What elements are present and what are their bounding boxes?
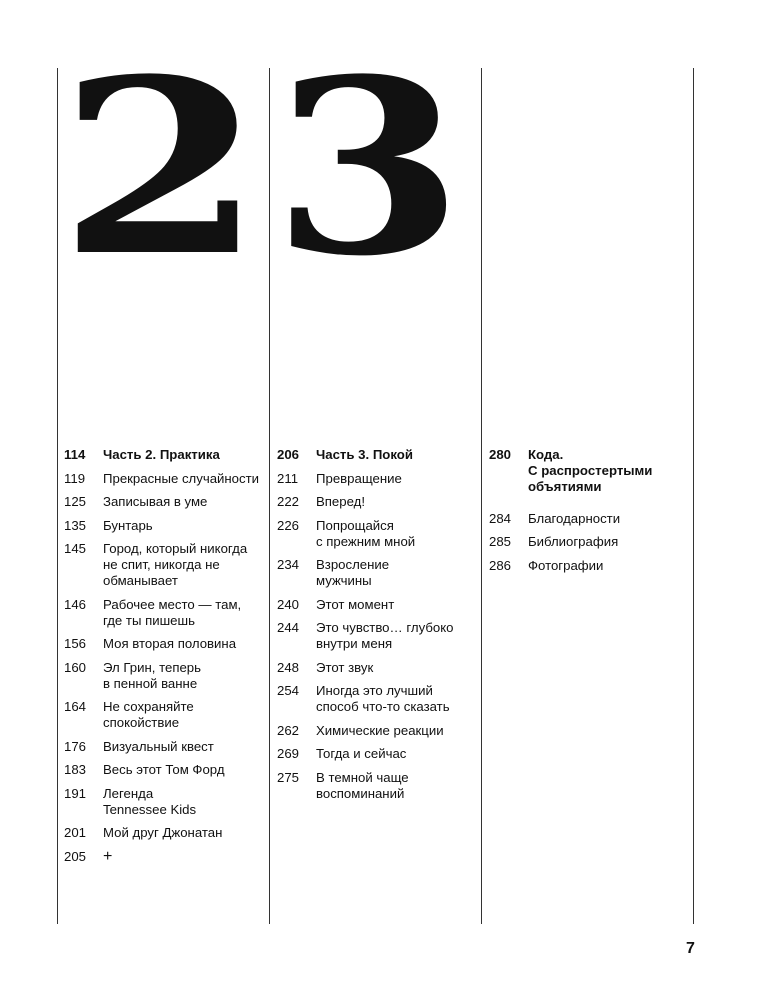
toc-entry[interactable] [64, 471, 264, 495]
toc-page-number: 285 [489, 534, 512, 549]
toc-entry[interactable] [64, 597, 264, 637]
toc-entry[interactable] [277, 494, 477, 518]
toc-column-part-3 [277, 447, 477, 809]
toc-page-number: 145 [64, 541, 87, 556]
toc-entry[interactable] [489, 511, 689, 535]
toc-title: Не сохраняйте спокойствие [103, 699, 194, 730]
toc-page-number: 191 [64, 785, 87, 801]
toc-entry[interactable] [489, 534, 689, 558]
toc-page-number: 164 [64, 699, 87, 714]
toc-title: Это чувство… глубоко внутри меня [316, 620, 454, 651]
toc-page-number: 275 [277, 769, 300, 785]
toc-entry[interactable] [277, 660, 477, 684]
toc-title: Этот звук [316, 659, 374, 675]
toc-part-heading: Часть 3. Покой [316, 447, 413, 462]
toc-title: Моя вторая половина [103, 636, 237, 651]
toc-page-number: 211 [277, 470, 299, 486]
toc-page-number: 146 [64, 596, 87, 612]
toc-title: Мой друг Джонатан [103, 825, 223, 840]
toc-entry[interactable] [64, 518, 264, 542]
toc-column-coda [489, 447, 689, 581]
toc-page-number: 176 [64, 738, 87, 754]
toc-page-number: 284 [489, 510, 512, 526]
toc-column-part-2 [64, 447, 264, 872]
toc-entry[interactable] [277, 723, 477, 747]
toc-page-number: 254 [277, 683, 300, 698]
toc-entry[interactable] [64, 636, 264, 660]
toc-entry[interactable] [277, 620, 477, 660]
toc-page-number: 234 [277, 557, 300, 572]
toc-page-number: 244 [277, 620, 300, 635]
plus-icon: + [103, 847, 113, 865]
numeral-two: 2 [58, 26, 264, 300]
toc-title: Эл Грин, теперь в пенной ванне [103, 659, 202, 691]
toc-page-number: 222 [277, 494, 300, 509]
toc-title: Рабочее место — там, где ты пишешь [103, 596, 242, 628]
toc-page-number: 205 [64, 848, 87, 864]
toc-page-number: 269 [277, 746, 300, 761]
toc-title: Город, который никогда не спит, никогда не обманывает [103, 541, 248, 588]
toc-entry[interactable] [277, 557, 477, 597]
toc-title: Превращение [316, 470, 402, 486]
toc-title: Иногда это лучший способ что-то сказать [316, 683, 450, 714]
toc-entry[interactable] [277, 447, 477, 471]
toc-entry[interactable] [277, 683, 477, 723]
toc-page-number: 240 [277, 596, 300, 612]
toc-entry[interactable] [277, 597, 477, 621]
toc-entry[interactable] [489, 558, 689, 582]
toc-title: Легенда Tennessee Kids [103, 785, 197, 817]
toc-page-number: 248 [277, 659, 300, 675]
toc-title: Тогда и сейчас [316, 746, 407, 761]
toc-entry[interactable] [64, 762, 264, 786]
toc-title: Прекрасные случайности [103, 470, 260, 486]
toc-part-heading: Часть 2. Практика [103, 447, 220, 462]
toc-page-number: 114 [64, 447, 86, 462]
toc-entry[interactable] [277, 770, 477, 810]
toc-page-number: 280 [489, 447, 512, 462]
toc-title: Химические реакции [316, 722, 444, 738]
toc-entry[interactable] [64, 494, 264, 518]
toc-page-number: 119 [64, 470, 86, 486]
toc-page-number: 286 [489, 557, 512, 573]
toc-title: Благодарности [528, 510, 621, 526]
toc-entry[interactable] [64, 699, 264, 739]
toc-page-number: 201 [64, 825, 87, 840]
toc-page-number: 226 [277, 517, 300, 533]
toc-entry[interactable] [64, 825, 264, 849]
toc-entry[interactable] [64, 541, 264, 597]
toc-title: Бунтарь [103, 517, 153, 533]
toc-title: Попрощайся с прежним мной [316, 517, 416, 549]
toc-entry[interactable] [277, 518, 477, 558]
toc-page-number: 135 [64, 517, 87, 533]
toc-page-number: 183 [64, 762, 87, 777]
toc-entry[interactable] [64, 786, 264, 826]
toc-title: Вперед! [316, 494, 366, 509]
toc-title: Фотографии [528, 557, 604, 573]
toc-entry[interactable] [64, 849, 264, 873]
toc-part-heading: Кода. С распростертыми объятиями [528, 447, 653, 494]
toc-page-number: 160 [64, 659, 87, 675]
chapter-numerals [0, 0, 762, 300]
toc-title: Взросление мужчины [316, 557, 390, 588]
toc-title: Этот момент [316, 596, 395, 612]
toc-entry[interactable] [64, 447, 264, 471]
toc-entry[interactable] [64, 739, 264, 763]
toc-page-number: 125 [64, 494, 87, 509]
toc-page-number: 206 [277, 447, 300, 462]
toc-entry[interactable] [277, 746, 477, 770]
numeral-three: 3 [272, 26, 464, 300]
toc-title: Визуальный квест [103, 738, 214, 754]
toc-page-number: 262 [277, 722, 300, 738]
toc-entry[interactable] [277, 471, 477, 495]
toc-title: В темной чаще воспоминаний [316, 769, 409, 801]
toc-entry[interactable] [489, 447, 689, 511]
toc-page-number: 156 [64, 636, 87, 651]
page-number: 7 [686, 940, 695, 957]
toc-title: Весь этот Том Форд [103, 762, 225, 777]
toc-entry[interactable] [64, 660, 264, 700]
toc-title: Библиография [528, 534, 619, 549]
toc-title: Записывая в уме [103, 494, 208, 509]
